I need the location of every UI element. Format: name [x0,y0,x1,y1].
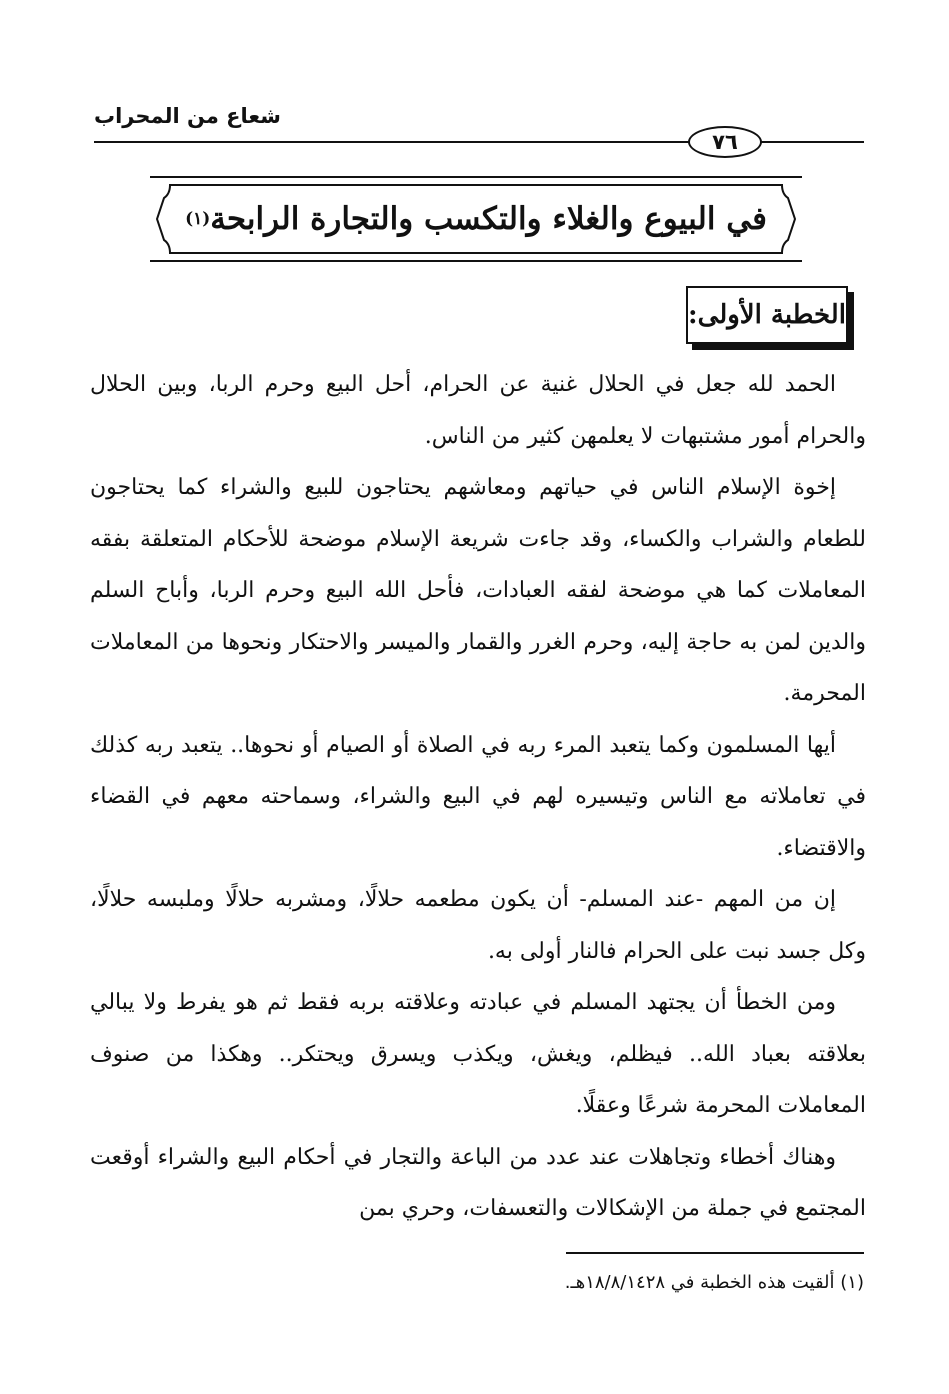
chapter-title-text: في البيوع والغلاء والتكسب والتجارة الرابحة [210,201,767,237]
paragraph: ومن الخطأ أن يجتهد المسلم في عبادته وعلاقته بربه فقط ثم هو يفرط ولا يبالي بعلاقته بعباد الله.. فيظلم، ويغش، ويكذب ويسرق ويحتكر.. وهكذا من صنوف المعاملات المحرمة شرعًا وعقلًا. [90,990,866,1118]
footnote-rule [566,1252,864,1254]
running-title: شعاع من المحراب [94,104,281,128]
title-rule [150,260,802,262]
page-number: ٧٦ [688,126,762,158]
paragraph: أيها المسلمون وكما يتعبد المرء ربه في الصلاة أو الصيام أو نحوها.. يتعبد ربه كذلك في تعاملاته مع الناس وتيسيره لهم في البيع والشراء، وسماحته معهم في القضاء والاقتضاء. [90,732,866,861]
chapter-title [156,184,796,254]
section-heading: الخطبة الأولى: [686,286,848,344]
paragraph: الحمد لله جعل في الحلال غنية عن الحرام، أحل البيع وحرم الربا، وبين الحلال والحرام أمور مشتبهات لا يعلمهن كثير من الناس. [90,372,866,449]
title-rule [150,176,802,178]
paragraph: إخوة الإسلام الناس في حياتهم ومعاشهم يحتاجون للبيع والشراء كما يحتاجون للطعام والشراب والكساء، وقد جاءت شريعة الإسلام موضحة للأحكام المتعلقة بفقه المعاملات كما هي موضحة لفقه العبادات، فأحل الله البيع وحرم الربا، وأباح السلم والدين لمن به حاجة إليه، وحرم الغرر والقمار والميسر والاحتكار ونحوها من المعاملات المحرمة. [90,475,866,706]
paragraph: إن من المهم -عند المسلم- أن يكون مطعمه حلالًا، ومشربه حلالًا وملبسه حلالًا، وكل جسد نبت على الحرام فالنار أولى به. [90,887,866,964]
paragraph: وهناك أخطاء وتجاهلات عند عدد من الباعة والتجار في أحكام البيع والشراء أوقعت المجتمع في جملة من الإشكالات والتعسفات، وحري بمن [90,1144,866,1221]
header-rule [94,141,690,143]
body-text [90,359,866,1235]
title-banner [156,184,796,254]
footnote-reference: (١) [185,209,211,229]
footnote: (١) ألقيت هذه الخطبة في ١٨/٨/١٤٢٨هـ. [564,1272,864,1293]
header-rule [760,141,864,143]
